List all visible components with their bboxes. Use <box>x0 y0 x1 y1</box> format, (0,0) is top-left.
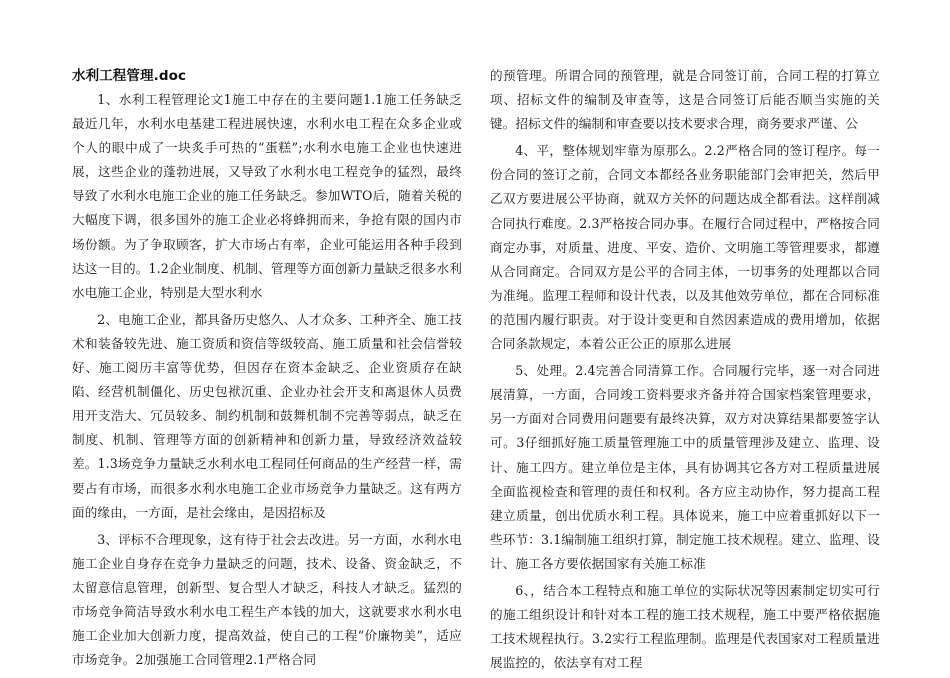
left-column <box>72 64 462 675</box>
paragraph-3-continuation: 的预管理。所谓合同的预管理，就是合同签订前，合同工程的打算立项、招标文件的编制及审查等，这是合同签订后能否顺当实施的关键。招标文件的编制和审查要以技术要求合理，商务要求严谨、公 <box>490 68 880 132</box>
paragraph-4: 4、平，整体规划牢靠为原那么。2.2严格合同的签订程序。每一份合同的签订之前，合同文本都经各业务职能部门会审把关，然后甲乙双方要进展公平协商，就双方关怀的问题达成全都看法。这样削减合同执行难度。2.3严格按合同办事。在履行合同过程中，严格按合同商定办事，对质量、进度、平安、造价、文明施工等管理要求，都遵从合同商定。合同双方是公平的合同主体，一切事务的处理都以合同为准绳。监理工程师和设计代表，以及其他效劳单位，都在合同标准的范围内履行职责。对于设计变更和自然因素造成的费用增加，依据合同条款规定，本着公正公正的原那么进展 <box>490 143 880 352</box>
paragraph-1: 1、水利工程管理论文1施工中存在的主要问题1.1施工任务缺乏最近几年，水利水电基建工程进展快速，水利水电工程在众多企业或个人的眼中成了一块炙手可热的“蛋糕”;水利水电施工企业也快速进展，这些企业的蓬勃进展，又导致了水利水电工程竞争的猛烈，最终导致了水利水电施工企业的施工任务缺乏。参加WTO后，随着关税的大幅度下调，很多国外的施工企业必将蜂拥而来，争抢有限的国内市场份额。为了争取顾客，扩大市场占有率，企业可能运用各种手段到达这一目的。1.2企业制度、机制、管理等方面创新力量缺乏很多水利水电施工企业，特别是大型水利水 <box>72 92 462 300</box>
paragraph-2: 2、电施工企业，都具备历史悠久、人才众多、工种齐全、施工技术和装备较先进、施工资质和资信等级较高、施工质量和社会信誉较好、施工阅历丰富等优势，但因存在资本金缺乏、企业资质存在缺陷、经营机制僵化、历史包袱沉重、企业办社会开支和离退休人员费用开支浩大、冗员较多、制约机制和鼓舞机制不完善等弱点，缺乏在制度、机制、管理等方面的创新精神和创新力量，导致经济效益较差。1.3场竞争力量缺乏水利水电工程同任何商品的生产经营一样，需要占有市场，而很多水利水电施工企业市场竞争力量缺乏。这有两方面的缘由，一方面，是社会缘由，是因招标及 <box>72 311 462 520</box>
paragraph-6: 6、，结合本工程特点和施工单位的实际状况等因素制定切实可行的施工组织设计和针对本工程的施工技术规程，施工中要严格依据施工技术规程执行。3.2实行工程监理制。监理是代表国家对工程质量进展监控的，依法享有对工程 <box>490 582 880 671</box>
document-title: 水利工程管理.doc <box>72 68 187 84</box>
right-column <box>490 64 880 678</box>
paragraph-5: 5、处理。2.4完善合同清算工作。合同履行完毕，逐一对合同进展清算，一方面，合同竣工资料要求齐备并符合国家档案管理要求，另一方面对合同费用问题要有最终决算，双方对决算结果都要签字认可。3仔细抓好施工质量管理施工中的质量管理涉及建立、监理、设计、施工四方。建立单位是主体，具有协调其它各方对工程质量进展全面监视检查和管理的责任和权利。各方应主动协作，努力提高工程建立质量，创出优质水利工程。具体说来，施工中应着重抓好以下一些环节：3.1编制施工组织打算，制定施工技术规程。建立、监理、设计、施工各方要依据国家有关施工标准 <box>490 363 880 571</box>
paragraph-3: 3、评标不合理现象，这有待于社会去改进。另一方面，水利水电施工企业自身存在竞争力量缺乏的问题，技术、设备、资金缺乏，不太留意信息管理，创新型、复合型人才缺乏，科技人才缺乏。猛烈的市场竞争简洁导致水利水电工程生产本钱的加大，这就要求水利水电施工企业加大创新力度，提高效益，使自己的工程“价廉物美”，适应市场竞争。2加强施工合同管理2.1严格合同 <box>72 531 462 668</box>
